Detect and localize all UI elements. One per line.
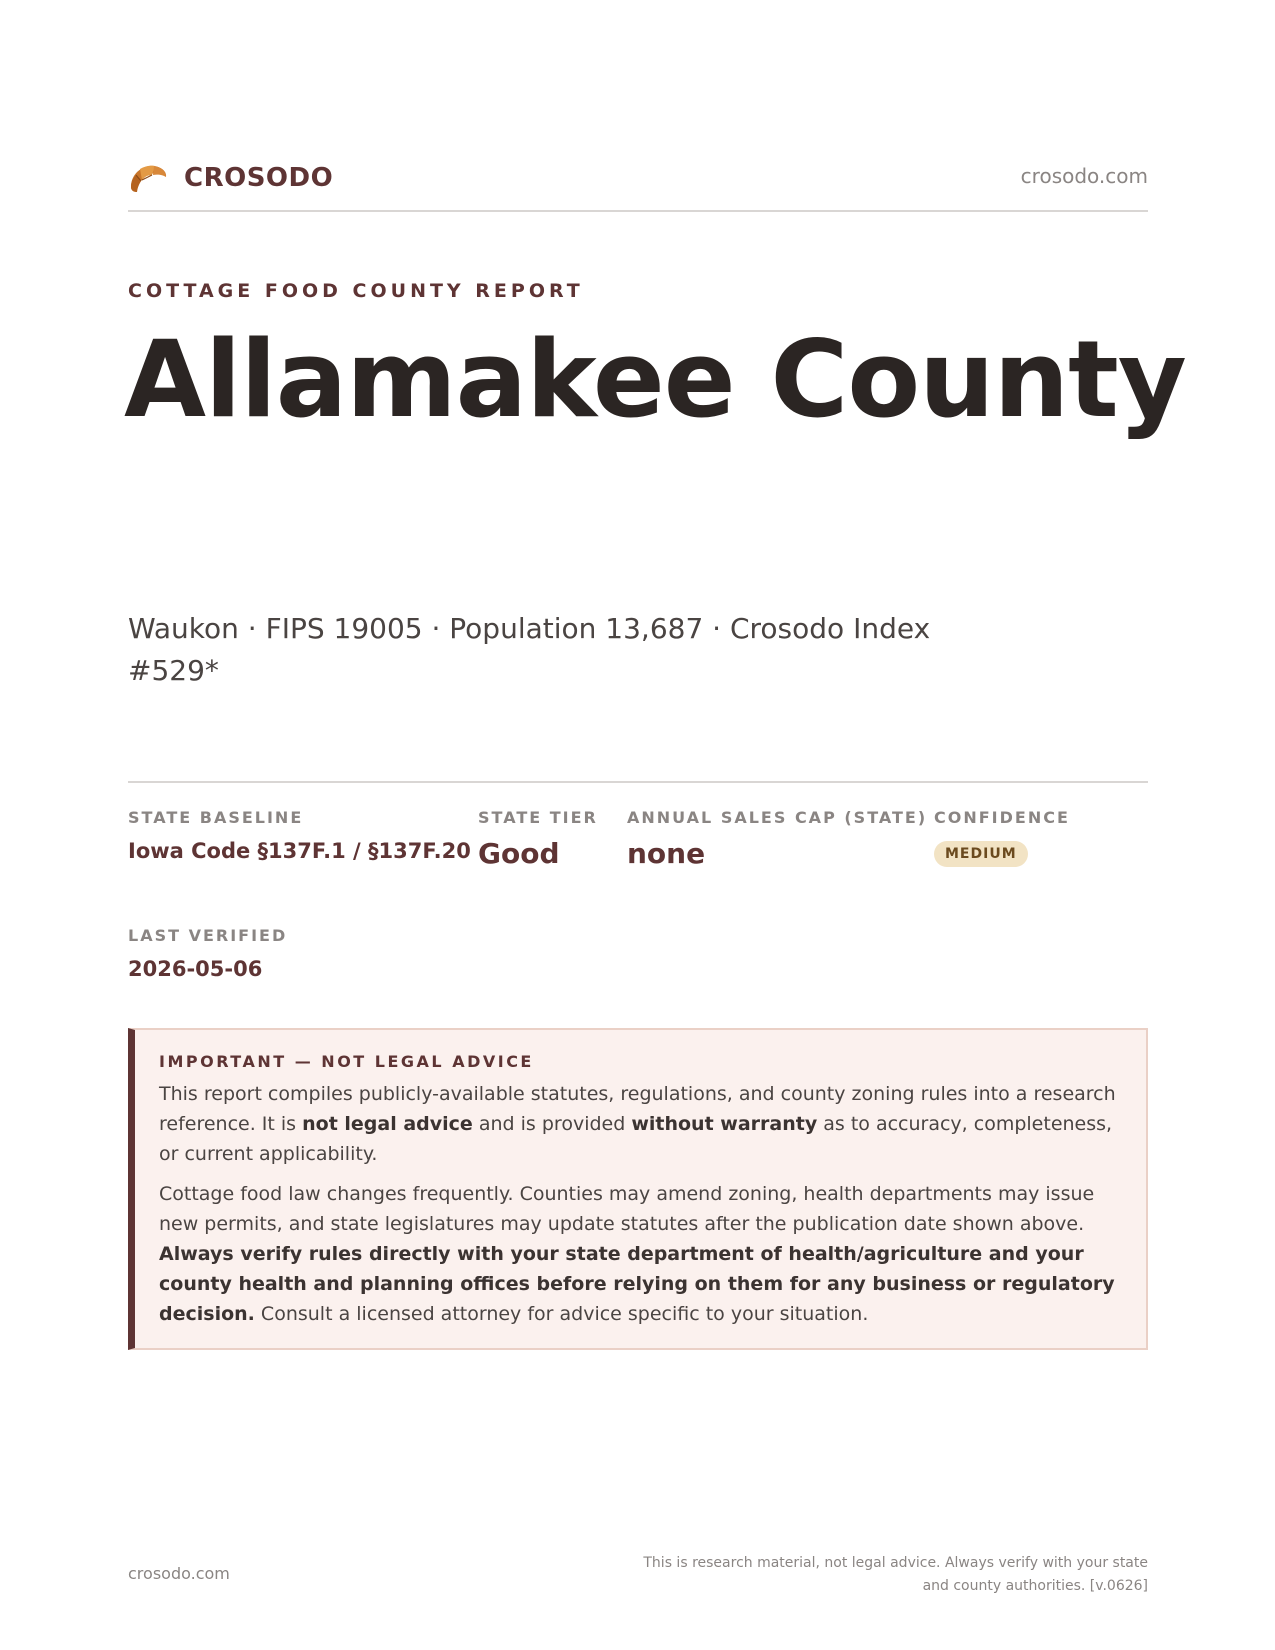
croissant-icon [128, 160, 168, 196]
notice-title: IMPORTANT — NOT LEGAL ADVICE [159, 1052, 534, 1071]
notice-paragraph-1 [159, 1079, 1122, 1169]
notice-paragraph-2 [159, 1179, 1122, 1329]
stat-label: LAST VERIFIED [128, 926, 288, 945]
notice-emphasis: not legal advice [302, 1113, 473, 1135]
stat-state-baseline [128, 808, 471, 863]
stat-label: ANNUAL SALES CAP (STATE) [627, 808, 928, 827]
footer-disclaimer: This is research material, not legal advice. Always verify with your state and county authorities. [v.0626] [643, 1555, 1148, 1594]
stat-label: STATE TIER [478, 808, 598, 827]
section-divider [128, 781, 1148, 783]
stat-value: Iowa Code §137F.1 / §137F.20 [128, 839, 471, 863]
notice-emphasis: Always verify rules directly with your state department of health/agriculture and your county health and planning offices before relying on them for any business or regulatory decision. [159, 1243, 1115, 1325]
stat-value: Good [478, 837, 560, 870]
brand-name: CROSODO [184, 163, 334, 193]
notice-text: and is provided [472, 1113, 632, 1135]
notice-text: as to accuracy, completeness, or current applicability. [159, 1113, 1113, 1165]
page-title: Allamakee County [124, 318, 1186, 441]
footer-site-link[interactable]: crosodo.com [128, 1564, 230, 1583]
stat-confidence [934, 808, 1070, 867]
report-eyebrow: COTTAGE FOOD COUNTY REPORT [128, 280, 584, 302]
notice-text: Cottage food law changes frequently. Counties may amend zoning, health departments may issue new permits, and state legislatures may update statutes after the publication date shown above. [159, 1183, 1095, 1235]
confidence-badge: MEDIUM [934, 841, 1028, 867]
notice-text: Consult a licensed attorney for advice specific to your situation. [254, 1303, 869, 1325]
report-page [124, 0, 1186, 1650]
page-header [128, 158, 1148, 212]
stat-value: none [627, 837, 706, 870]
stat-last-verified [128, 926, 287, 981]
notice-text: This report compiles publicly-available statutes, regulations, and county zoning rules into a research reference. It is [159, 1083, 1116, 1135]
stat-label: STATE BASELINE [128, 808, 304, 827]
header-site-link[interactable]: crosodo.com [1020, 164, 1148, 188]
county-subtitle: Waukon · FIPS 19005 · Population 13,687 · Crosodo Index #529* [128, 612, 931, 687]
legal-notice [128, 1028, 1148, 1350]
notice-emphasis: without warranty [631, 1113, 818, 1135]
stat-sales-cap [627, 808, 927, 870]
stat-state-tier [478, 808, 598, 870]
stat-value: 2026-05-06 [128, 957, 263, 981]
stat-label: CONFIDENCE [934, 808, 1070, 827]
brand[interactable] [128, 158, 333, 198]
